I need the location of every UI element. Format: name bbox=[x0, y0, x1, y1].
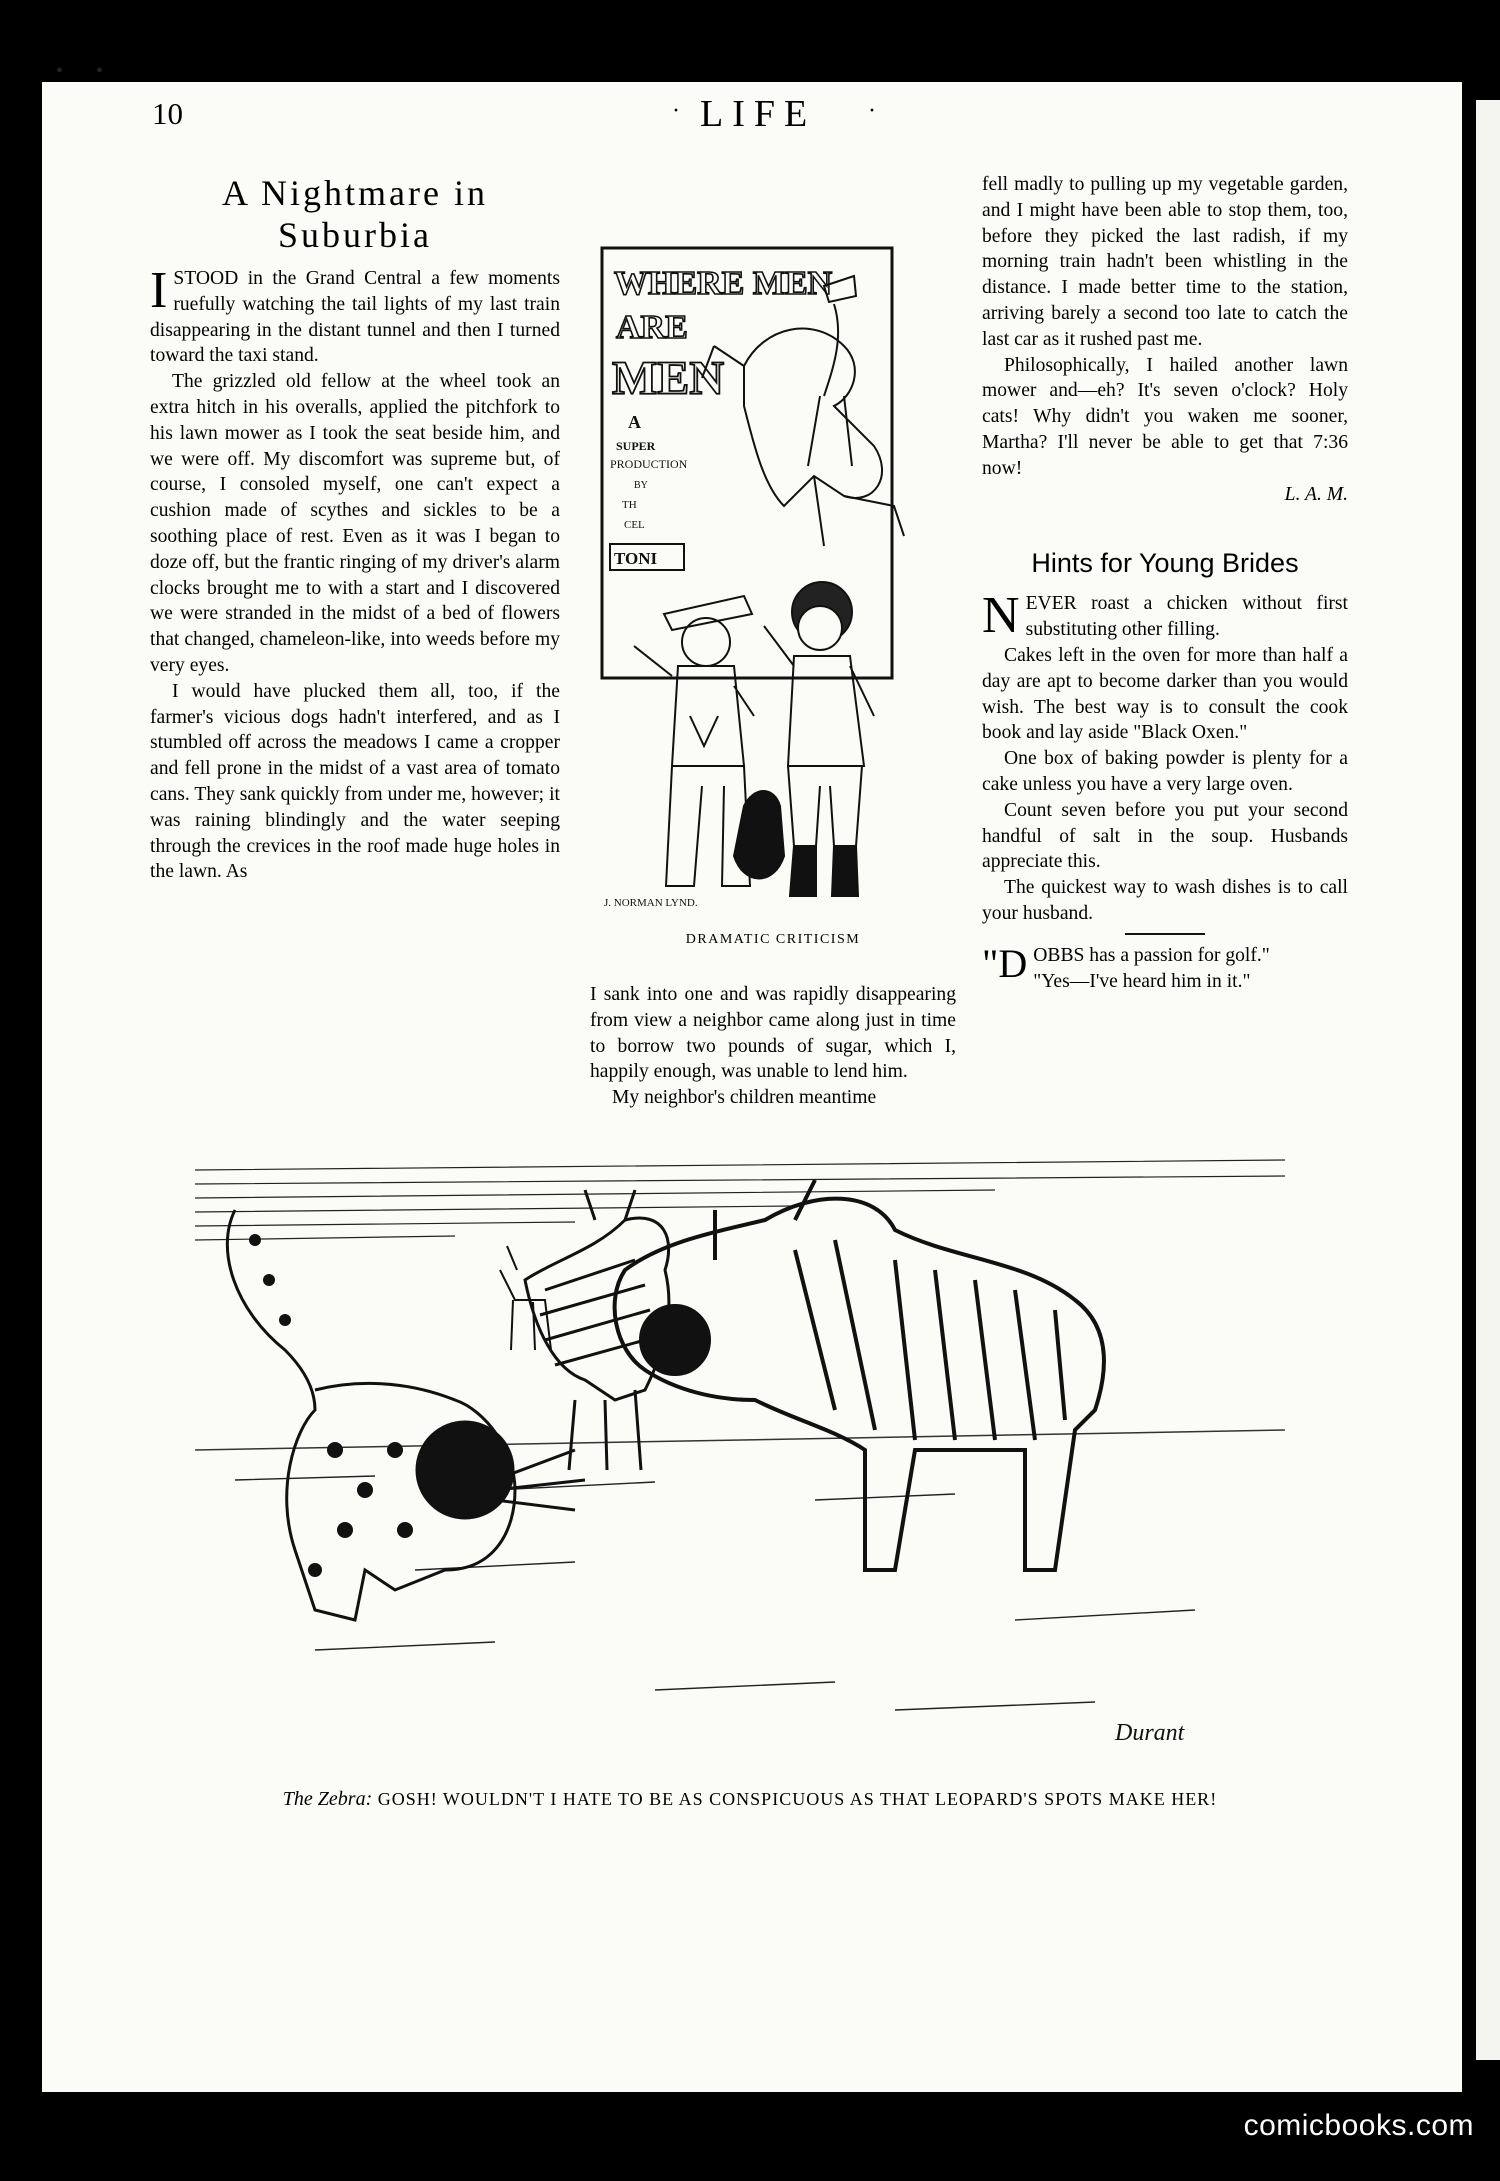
article-paragraph: Philosophically, I hailed another lawn mower and—eh? It's seven o'clock? Holy cats! Why didn't you waken me sooner, Martha? I'll never be able to get that 7:36 now! bbox=[982, 354, 1348, 479]
poster-small-4: BY bbox=[634, 480, 648, 491]
article-paragraph: fell madly to pulling up my vegetable garden, and I might have been able to stop them, too, before they picked the last radish, if my morning train hadn't been whistling in the distance. I made better time to the station, arriving barely a second too late to catch the last car as it rushed past me. bbox=[982, 174, 1348, 350]
dramatic-criticism-cartoon bbox=[594, 246, 952, 918]
poster-tonight: TONI bbox=[614, 549, 658, 568]
poster-small-5: TH bbox=[622, 499, 637, 511]
masthead-title: LIFE bbox=[700, 93, 817, 135]
joke-line-1: "DOBBS has a passion for golf." bbox=[982, 940, 1270, 986]
drop-cap: I bbox=[150, 262, 168, 319]
poster-small-2: SUPER bbox=[616, 439, 656, 453]
poster-small-1: A bbox=[628, 412, 641, 432]
page-number: 10 bbox=[152, 96, 183, 131]
cowboy-on-horse-drawing bbox=[702, 276, 904, 546]
hints-paragraph: NEVER roast a chicken without first substituting other filling. bbox=[982, 587, 1348, 645]
article-column-1 bbox=[150, 172, 560, 885]
joke-line-2: "Yes—I've heard him in it." bbox=[1033, 970, 1251, 992]
hints-paragraph: The quickest way to wash dishes is to call your husband. bbox=[982, 877, 1348, 924]
drop-cap: N bbox=[982, 587, 1020, 645]
cartoon-artist-signature: J. NORMAN LYND. bbox=[604, 897, 698, 909]
ground-hatching bbox=[235, 1476, 1195, 1710]
margin-specks: • • bbox=[56, 60, 118, 82]
poster-line3: MEN bbox=[612, 352, 724, 405]
article-paragraph: The grizzled old fellow at the wheel took an extra hitch in his overalls, applied the pitchfork to his lawn mower as I took the seat beside him, and we were off. My discomfort was supreme but, of course, I consoled myself, one can't expect a cushion made of scythes and sickles to be a soothing place of rest. Even as it was I began to doze off, but the frantic ringing of my driver's alarm clocks brought me to with a start and I discovered we were stranded in the midst of a bed of flowers that changed, chameleon-like, into weeds before my very eyes. bbox=[150, 371, 560, 676]
cartoon-caption: DRAMATIC CRITICISM bbox=[685, 932, 861, 947]
zebra-cartoon-caption bbox=[120, 1788, 1380, 1811]
sky-hatching bbox=[195, 1160, 1285, 1240]
poster-line2: ARE bbox=[616, 309, 688, 346]
section-divider bbox=[1125, 933, 1205, 935]
article-paragraph: ISTOOD in the Grand Central a few moments ruefully watching the tail lights of my last train disappearing in the distant tunnel and then I turned toward the taxi stand. bbox=[150, 262, 560, 367]
cartoon-drawing bbox=[594, 246, 952, 918]
cartoon-artist-signature: Durant bbox=[1115, 1720, 1185, 1746]
large-zebra-drawing bbox=[615, 1180, 1104, 1570]
article-column-3 bbox=[982, 172, 1348, 994]
article-paragraph: I sank into one and was rapidly disappearing from view a neighbor came along just in time to borrow two pounds of sugar, which I, happily enough, was unable to lend him. bbox=[590, 984, 956, 1083]
hints-title: Hints for Young Brides bbox=[1031, 548, 1299, 579]
hints-paragraph: One box of baking powder is plenty for a cake unless you have a very large oven. bbox=[982, 748, 1348, 795]
drop-cap: "D bbox=[982, 940, 1028, 986]
article-title: A Nightmare in Suburbia bbox=[222, 173, 488, 255]
article-paragraph: I would have plucked them all, too, if the farmer's vicious dogs hadn't interfered, and as I stumbled off across the meadows I came a cropper and fell prone in the midst of a vast area of tomato cans. They sank quickly from under me, however; it was raining blindingly and the water seeping through the crevices in the roof made huge holes in the lawn. As bbox=[150, 680, 560, 883]
little-dog-drawing bbox=[734, 791, 784, 879]
hints-paragraph: Cakes left in the oven for more than half a day are apt to become darker than you would wish. The best way is to consult the cook book and lay aside "Black Oxen." bbox=[982, 644, 1348, 744]
zebra-leopard-cartoon bbox=[195, 1150, 1285, 1750]
site-watermark: comicbooks.com bbox=[1243, 2109, 1474, 2142]
caption-text: GOSH! WOULDN'T I HATE TO BE AS CONSPICUOUS AS THAT LEOPARD'S SPOTS MAKE HER! bbox=[377, 1789, 1218, 1809]
masthead-dot-right: · bbox=[868, 98, 876, 124]
leopard-spots bbox=[249, 1234, 413, 1577]
poster-small-6: CEL bbox=[624, 519, 645, 531]
horizon-line bbox=[195, 1430, 1285, 1450]
masthead-dot-left: · bbox=[672, 98, 680, 124]
page-gutter bbox=[1462, 82, 1476, 2092]
hints-paragraph: Count seven before you put your second handful of salt in the soup. Husbands appreciate this. bbox=[982, 799, 1348, 873]
article-signature: L. A. M. bbox=[1284, 483, 1348, 505]
leopard-drawing bbox=[227, 1210, 585, 1620]
facing-page-edge bbox=[1476, 100, 1500, 2060]
poster-line1: WHERE MEN bbox=[614, 265, 833, 302]
poster-small-3: PRODUCTION bbox=[610, 457, 688, 471]
zebra-cartoon-drawing bbox=[195, 1150, 1285, 1750]
article-column-2 bbox=[590, 982, 956, 1111]
caption-speaker: The Zebra: bbox=[282, 1788, 373, 1810]
article-paragraph: My neighbor's children meantime bbox=[612, 1087, 877, 1109]
